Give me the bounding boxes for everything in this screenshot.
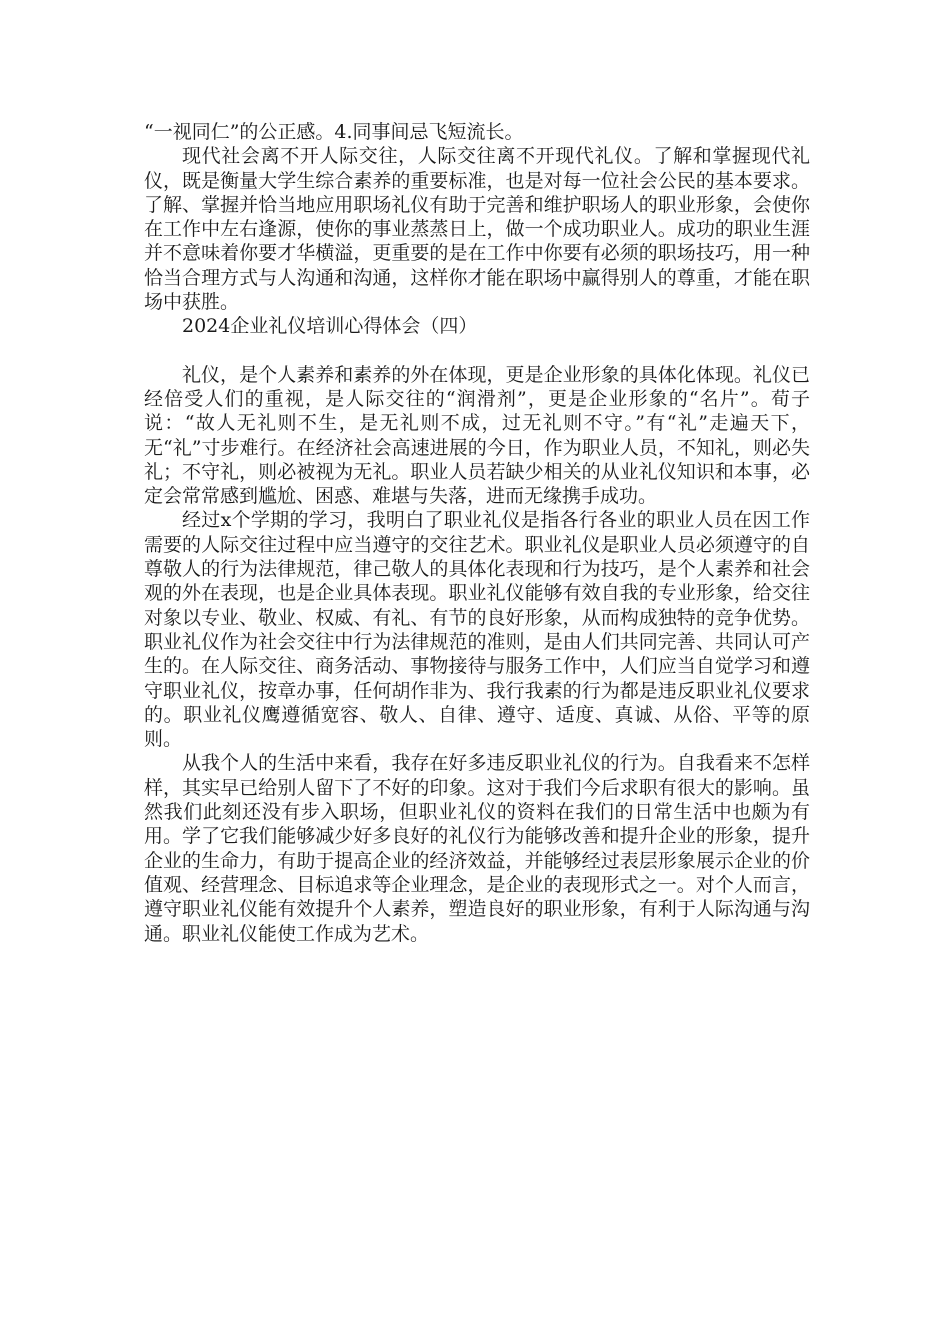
- paragraph-continuation: “一视同仁”的公正感。4.同事间忌飞短流长。: [144, 121, 524, 143]
- document-body: [144, 120, 810, 946]
- paragraph-personal-reflection: 从我个人的生活中来看，我存在好多违反职业礼仪的行为。自我看来不怎样样，其实早已给别人留下了不好的印象。这对于我们今后求职有很大的影响。虽然我们此刻还没有步入职场，但职业礼仪的资料在我们的日常生活中也颇为有用。学了它我们能够减少好多良好的礼仪行为能够改善和提升企业的形象，提升企业的生命力，有助于提高企业的经济效益，并能够经过表层形象展示企业的价值观、经营理念、目标追求等企业理念，是企业的表现形式之一。对个人而言，遵守职业礼仪能有效提升个人素养，塑造良好的职业形象，有利于人际沟通与沟通。职业礼仪能使工作成为艺术。: [144, 752, 810, 945]
- paragraph-etiquette-definition: 礼仪，是个人素养和素养的外在体现，更是企业形象的具体化体现。礼仪已经倍受人们的重视，是人际交往的“润滑剂”，更是企业形象的“名片”。荀子说：“故人无礼则不生，是无礼则不成，过无礼则不守。”有“礼”走遍天下，无“礼”寸步难行。在经济社会高速进展的今日，作为职业人员，不知礼，则必失礼；不守礼，则必被视为无礼。职业人员若缺少相关的从业礼仪知识和本事，必定会常常感到尴尬、困惑、难堪与失落，进而无缘携手成功。: [144, 363, 810, 508]
- paragraph-semester-learning: 经过x个学期的学习，我明白了职业礼仪是指各行各业的职业人员在因工作需要的人际交往过程中应当遵守的交往艺术。职业礼仪是职业人员必须遵守的自尊敬人的行为法律规范，律己敬人的具体化表现和行为技巧，是个人素养和社会观的外在表现，也是企业具体表现。职业礼仪能够有效自我的专业形象，给交往对象以专业、敬业、权威、有礼、有节的良好形象，从而构成独特的竞争优势。职业礼仪作为社会交往中行为法律规范的准则，是由人们共同完善、共同认可产生的。在人际交往、商务活动、事物接待与服务工作中，人们应当自觉学习和遵守职业礼仪，按章办事，任何胡作非为、我行我素的行为都是违反职业礼仪要求的。职业礼仪鹰遵循宽容、敬人、自律、遵守、适度、真诚、从俗、平等的原则。: [144, 509, 810, 751]
- section-heading: 2024企业礼仪培训心得体会（四）: [182, 315, 478, 338]
- paragraph-modern-etiquette: 现代社会离不开人际交往，人际交往离不开现代礼仪。了解和掌握现代礼仪，既是衡量大学生综合素养的重要标准，也是对每一位社会公民的基本要求。了解、掌握并恰当地应用职场礼仪有助于完善和维护职场人的职业形象，会使你在工作中左右逢源，使你的事业蒸蒸日上，做一个成功职业人。成功的职业生涯并不意味着你要才华横溢，更重要的是在工作中你要有必须的职场技巧，用一种恰当合理方式与人沟通和沟通，这样你才能在职场中赢得别人的尊重，才能在职场中获胜。: [144, 145, 810, 314]
